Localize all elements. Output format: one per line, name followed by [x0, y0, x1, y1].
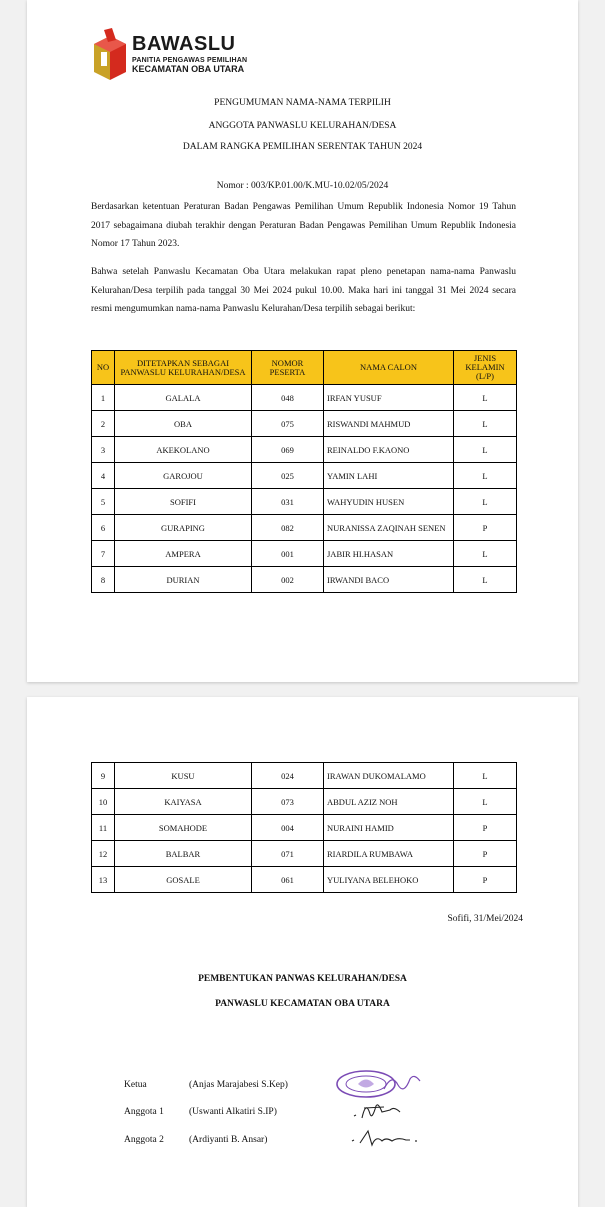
table-row [92, 867, 517, 893]
header-desa: DITETAPKAN SEBAGAI PANWASLU KELURAHAN/DESA [115, 351, 252, 385]
cell-nomor-peserta: 001 [252, 541, 324, 567]
header-nama-calon: NAMA CALON [324, 351, 454, 385]
cell-nama-calon: YAMIN LAHI [324, 463, 454, 489]
cell-no: 6 [92, 515, 115, 541]
cell-nama-calon: JABIR HI.HASAN [324, 541, 454, 567]
cell-nama-calon: IRWANDI BACO [324, 567, 454, 593]
paragraph-announcement: Bahwa setelah Panwaslu Kecamatan Oba Utara melakukan rapat pleno penetapan nama-nama Panwaslu Kelurahan/Desa terpilih pada tanggal 30 Mei 2024 pukul 10.00. Maka hari ini tanggal 31 Mei 2024 secara resmi mengumumkan nama-nama Panwaslu Kelurahan/Desa terpilih sebagai berikut: [91, 267, 516, 314]
table-row [92, 789, 517, 815]
cell-no: 2 [92, 411, 115, 437]
results-table-page-2 [91, 762, 517, 893]
cell-nomor-peserta: 075 [252, 411, 324, 437]
cell-nomor-peserta: 061 [252, 867, 324, 893]
cell-nama-calon: IRFAN YUSUF [324, 385, 454, 411]
cell-desa: DURIAN [115, 567, 252, 593]
results-table-page-1 [91, 350, 517, 593]
cell-nomor-peserta: 048 [252, 385, 324, 411]
cell-no: 1 [92, 385, 115, 411]
cell-no: 4 [92, 463, 115, 489]
table-row [92, 841, 517, 867]
table-row [92, 463, 517, 489]
cell-jenis-kelamin: L [454, 763, 517, 789]
cell-desa: KAIYASA [115, 789, 252, 815]
cell-desa: OBA [115, 411, 252, 437]
cell-nama-calon: RISWANDI MAHMUD [324, 411, 454, 437]
cell-jenis-kelamin: L [454, 541, 517, 567]
cell-no: 10 [92, 789, 115, 815]
bawaslu-emblem-icon [90, 28, 130, 82]
table-row [92, 411, 517, 437]
cell-nama-calon: REINALDO F.KAONO [324, 437, 454, 463]
table-row [92, 385, 517, 411]
logo-subtitle-2: KECAMATAN OBA UTARA [132, 64, 245, 74]
cell-jenis-kelamin: P [454, 841, 517, 867]
table-row [92, 815, 517, 841]
cell-nama-calon: YULIYANA BELEHOKO [324, 867, 454, 893]
cell-no: 13 [92, 867, 115, 893]
header-jenis-kelamin: JENIS KELAMIN (L/P) [454, 351, 517, 385]
official-stamp-icon [334, 1069, 424, 1101]
cell-nomor-peserta: 002 [252, 567, 324, 593]
table-row [92, 763, 517, 789]
cell-no: 9 [92, 763, 115, 789]
cell-nomor-peserta: 031 [252, 489, 324, 515]
cell-desa: SOFIFI [115, 489, 252, 515]
cell-desa: AKEKOLANO [115, 437, 252, 463]
place-date: Sofifi, 31/Mei/2024 [447, 914, 523, 924]
table-row [92, 489, 517, 515]
cell-no: 11 [92, 815, 115, 841]
cell-nomor-peserta: 073 [252, 789, 324, 815]
cell-desa: GOSALE [115, 867, 252, 893]
cell-jenis-kelamin: P [454, 867, 517, 893]
cell-desa: SOMAHODE [115, 815, 252, 841]
cell-nomor-peserta: 071 [252, 841, 324, 867]
cell-nomor-peserta: 082 [252, 515, 324, 541]
signatory-role-anggota-1: Anggota 1 [124, 1107, 164, 1117]
cell-jenis-kelamin: L [454, 489, 517, 515]
signature-anggota-2-icon [348, 1127, 420, 1149]
header-nomor-peserta: NOMOR PESERTA [252, 351, 324, 385]
cell-nama-calon: WAHYUDIN HUSEN [324, 489, 454, 515]
cell-desa: AMPERA [115, 541, 252, 567]
cell-jenis-kelamin: L [454, 385, 517, 411]
table-row [92, 541, 517, 567]
logo-subtitle-1: PANITIA PENGAWAS PEMILIHAN [132, 57, 248, 64]
cell-nama-calon: NURANISSA ZAQINAH SENEN [324, 515, 454, 541]
closing-body-2: PANWASLU KECAMATAN OBA UTARA [215, 999, 390, 1009]
title-line-1: PENGUMUMAN NAMA-NAMA TERPILIH [214, 98, 391, 108]
cell-nomor-peserta: 024 [252, 763, 324, 789]
cell-no: 8 [92, 567, 115, 593]
cell-nomor-peserta: 069 [252, 437, 324, 463]
title-line-3: DALAM RANGKA PEMILIHAN SERENTAK TAHUN 2024 [182, 142, 423, 152]
cell-nomor-peserta: 004 [252, 815, 324, 841]
cell-no: 7 [92, 541, 115, 567]
signatory-role-ketua: Ketua [124, 1080, 147, 1090]
cell-nama-calon: ABDUL AZIZ NOH [324, 789, 454, 815]
cell-jenis-kelamin: L [454, 567, 517, 593]
cell-desa: BALBAR [115, 841, 252, 867]
cell-desa: KUSU [115, 763, 252, 789]
cell-jenis-kelamin: L [454, 411, 517, 437]
cell-desa: GALALA [115, 385, 252, 411]
cell-desa: GURAPING [115, 515, 252, 541]
signatory-name-ketua: (Anjas Marajabesi S.Kep) [189, 1080, 288, 1090]
cell-jenis-kelamin: L [454, 463, 517, 489]
bawaslu-logo [90, 28, 290, 84]
cell-no: 5 [92, 489, 115, 515]
document-page-2 [27, 697, 578, 1207]
cell-desa: GAROJOU [115, 463, 252, 489]
cell-no: 3 [92, 437, 115, 463]
paragraph-legal-basis: Berdasarkan ketentuan Peraturan Badan Pengawas Pemilihan Umum Republik Indonesia Nomor 19 Tahun 2017 sebagaimana diubah terakhir dengan Peraturan Badan Pengawas Pemilihan Umum Republik Indonesia Nomor 17 Tahun 2023. [91, 202, 516, 249]
title-line-2: ANGGOTA PANWASLU KELURAHAN/DESA [208, 121, 397, 131]
document-number: Nomor : 003/KP.01.00/K.MU-10.02/05/2024 [216, 181, 389, 191]
cell-jenis-kelamin: L [454, 789, 517, 815]
table-row [92, 437, 517, 463]
cell-jenis-kelamin: P [454, 515, 517, 541]
signatory-role-anggota-2: Anggota 2 [124, 1135, 164, 1145]
document-page-1 [27, 0, 578, 682]
cell-nama-calon: NURAINI HAMID [324, 815, 454, 841]
signatory-name-anggota-1: (Uswanti Alkatiri S.IP) [189, 1107, 277, 1117]
table-row [92, 515, 517, 541]
table-row [92, 567, 517, 593]
cell-nama-calon: RIARDILA RUMBAWA [324, 841, 454, 867]
closing-body-1: PEMBENTUKAN PANWAS KELURAHAN/DESA [198, 974, 407, 984]
signatory-name-anggota-2: (Ardiyanti B. Ansar) [189, 1135, 268, 1145]
cell-no: 12 [92, 841, 115, 867]
signature-anggota-1-icon [350, 1098, 410, 1122]
cell-jenis-kelamin: P [454, 815, 517, 841]
cell-jenis-kelamin: L [454, 437, 517, 463]
header-no: NO [92, 351, 115, 385]
logo-title: BAWASLU [132, 33, 236, 55]
cell-nomor-peserta: 025 [252, 463, 324, 489]
cell-nama-calon: IRAWAN DUKOMALAMO [324, 763, 454, 789]
table-header-row [92, 351, 517, 385]
